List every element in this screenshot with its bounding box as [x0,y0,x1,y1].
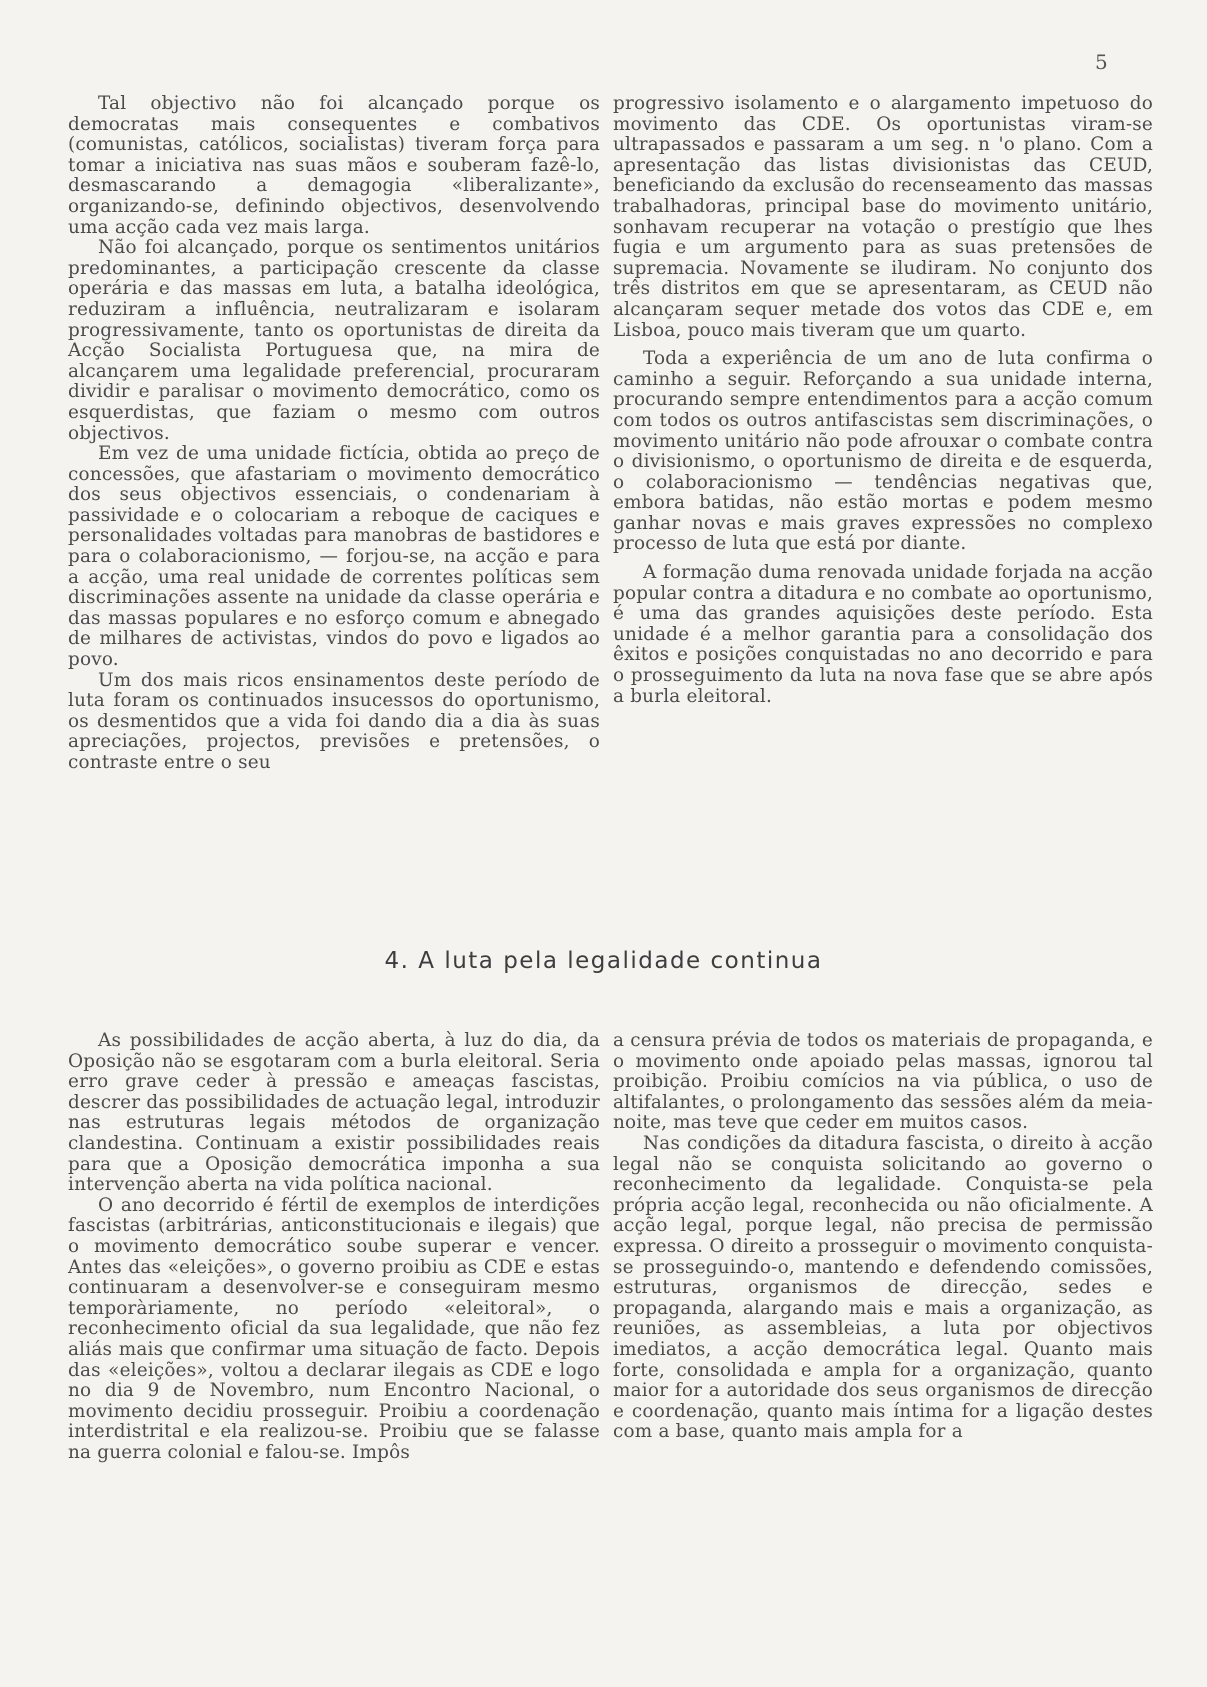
paragraph: A formação duma renovada unidade forjada na acção popular contra a ditadura e no combate ao oportunismo, é uma das grandes aquisições deste período. Esta unidade é a melhor garantia para a consolidação dos êxitos e posições conquistadas no ano decorrido e para o prosseguimento da luta na nova fase que se abre após a burla eleitoral. [613,562,1153,707]
paragraph: Em vez de uma unidade fictícia, obtida ao preço de concessões, que afastariam o movimento democrático dos seus objectivos essenciais, o condenariam à passividade e o colocariam a reboque de caciques e personalidades voltadas para manobras de bastidores e para o colaboracionismo, — forjou-se, na acção e para a acção, uma real unidade de correntes políticas sem discriminações assente na unidade da classe operária e das massas populares e no esforço comum e abnegado de milhares de activistas, vindos do povo e ligados ao povo. [68,443,600,671]
bottom-left-column [68,1031,600,1463]
paragraph: As possibilidades de acção aberta, à luz do dia, da Oposição não se esgotaram com a burla eleitoral. Seria erro grave ceder à pressão e ameaças fascistas, descrer das possibilidades de actuação legal, introduzir nas estruturas legais métodos de organização clandestina. Continuam a existir possibilidades reais para que a Oposição democrática imponha a sua intervenção aberta na vida política nacional. [68,1030,600,1196]
paragraph: Tal objectivo não foi alcançado porque os democratas mais consequentes e combativos (comunistas, católicos, socialistas) tiveram força para tomar a iniciativa nas suas mãos e souberam fazê-lo, desmascarando a demagogia «liberalizante», organizando-se, definindo objectivos, desenvolvendo uma acção cada vez mais larga. [68,93,600,238]
paragraph: progressivo isolamento e o alargamento impetuoso do movimento das CDE. Os oportunistas viram-se ultrapassados e passaram a um seg. n 'o plano. Com a apresentação das listas divisionistas das CEUD, beneficiando da exclusão do recenseamento das massas trabalhadoras, principal base do movimento unitário, sonhavam recuperar na votação o prestígio que lhes fugia e um argumento para as suas pretensões de supremacia. Novamente se iludiram. No conjunto dos três distritos em que se apresentaram, as CEUD não alcançaram sequer metade dos votos das CDE e, em Lisboa, pouco mais tiveram que um quarto. [613,93,1153,341]
bottom-right-column [613,1031,1153,1443]
paragraph: O ano decorrido é fértil de exemplos de interdições fascistas (arbitrárias, anticonstitucionais e ilegais) que o movimento democrático soube superar e vencer. Antes das «eleições», o governo proibiu as CDE e estas continuaram a desenvolver-se e conseguiram mesmo temporàriamente, no período «eleitoral», o reconhecimento oficial da sua legalidade, que não fez aliás mais que confirmar uma situação de facto. Depois das «eleições», voltou a declarar ilegais as CDE e logo no dia 9 de Novembro, num Encontro Nacional, o movimento decidiu prosseguir. Proibiu a coordenação interdistrital e ela realizou-se. Proibiu que se falasse na guerra colonial e falou-se. Impôs [68,1194,600,1463]
paragraph: Toda a experiência de um ano de luta confirma o caminho a seguir. Reforçando a sua unidade interna, procurando sempre entendimentos para a acção comum com todos os outros antifascistas sem discriminações, o movimento unitário não pode afrouxar o combate contra o divisionismo, o oportunismo de direita e de esquerda, o colaboracionismo — tendências negativas que, embora batidas, não estão mortas e podem mesmo ganhar novas e mais graves expressões no complexo processo de luta que está por diante. [613,348,1153,555]
paragraph: a censura prévia de todos os materiais de propaganda, e o movimento onde apoiado pelas massas, ignorou tal proibição. Proibiu comícios na via pública, o uso de altifalantes, o prolongamento das sessões além da meia-noite, mas teve que ceder em muitos casos. [613,1030,1153,1134]
top-right-column [613,94,1153,707]
paragraph: Não foi alcançado, porque os sentimentos unitários predominantes, a participação crescente da classe operária e das massas em luta, a batalha ideológica, reduziram a influência, neutralizaram e isolaram progressivamente, tanto os oportunistas de direita da Acção Socialista Portuguesa que, na mira de alcançarem uma legalidade preferencial, procuraram dividir e paralisar o movimento democrático, como os esquerdistas, que faziam o mesmo com outros objectivos. [68,237,600,444]
top-left-column [68,94,600,774]
paragraph: Nas condições da ditadura fascista, o direito à acção legal não se conquista solicitando ao governo o reconhecimento da legalidade. Conquista-se pela própria acção legal, reconhecida ou não oficialmente. A acção legal, porque legal, não precisa de permissão expressa. O direito a prosseguir o movimento conquista-se prosseguindo-o, mantendo e defendendo comissões, estruturas, organismos de direcção, sedes e propaganda, alargando mais e mais a organização, as reuniões, as assembleias, a luta por objectivos imediatos, a acção democrática legal. Quanto mais forte, consolidada e ampla for a organização, quanto maior for a autoridade dos seus organismos de direcção e coordenação, quanto mais íntima for a ligação destes com a base, quanto mais ampla for a [613,1132,1153,1443]
section-heading: 4. A luta pela legalidade continua [384,948,823,974]
page-number: 5 [1095,50,1108,74]
paragraph: Um dos mais ricos ensinamentos deste período de luta foram os continuados insucessos do oportunismo, os desmentidos que a vida foi dando dia a dia às suas apreciações, projectos, previsões e pretensões, o contraste entre o seu [68,669,600,773]
